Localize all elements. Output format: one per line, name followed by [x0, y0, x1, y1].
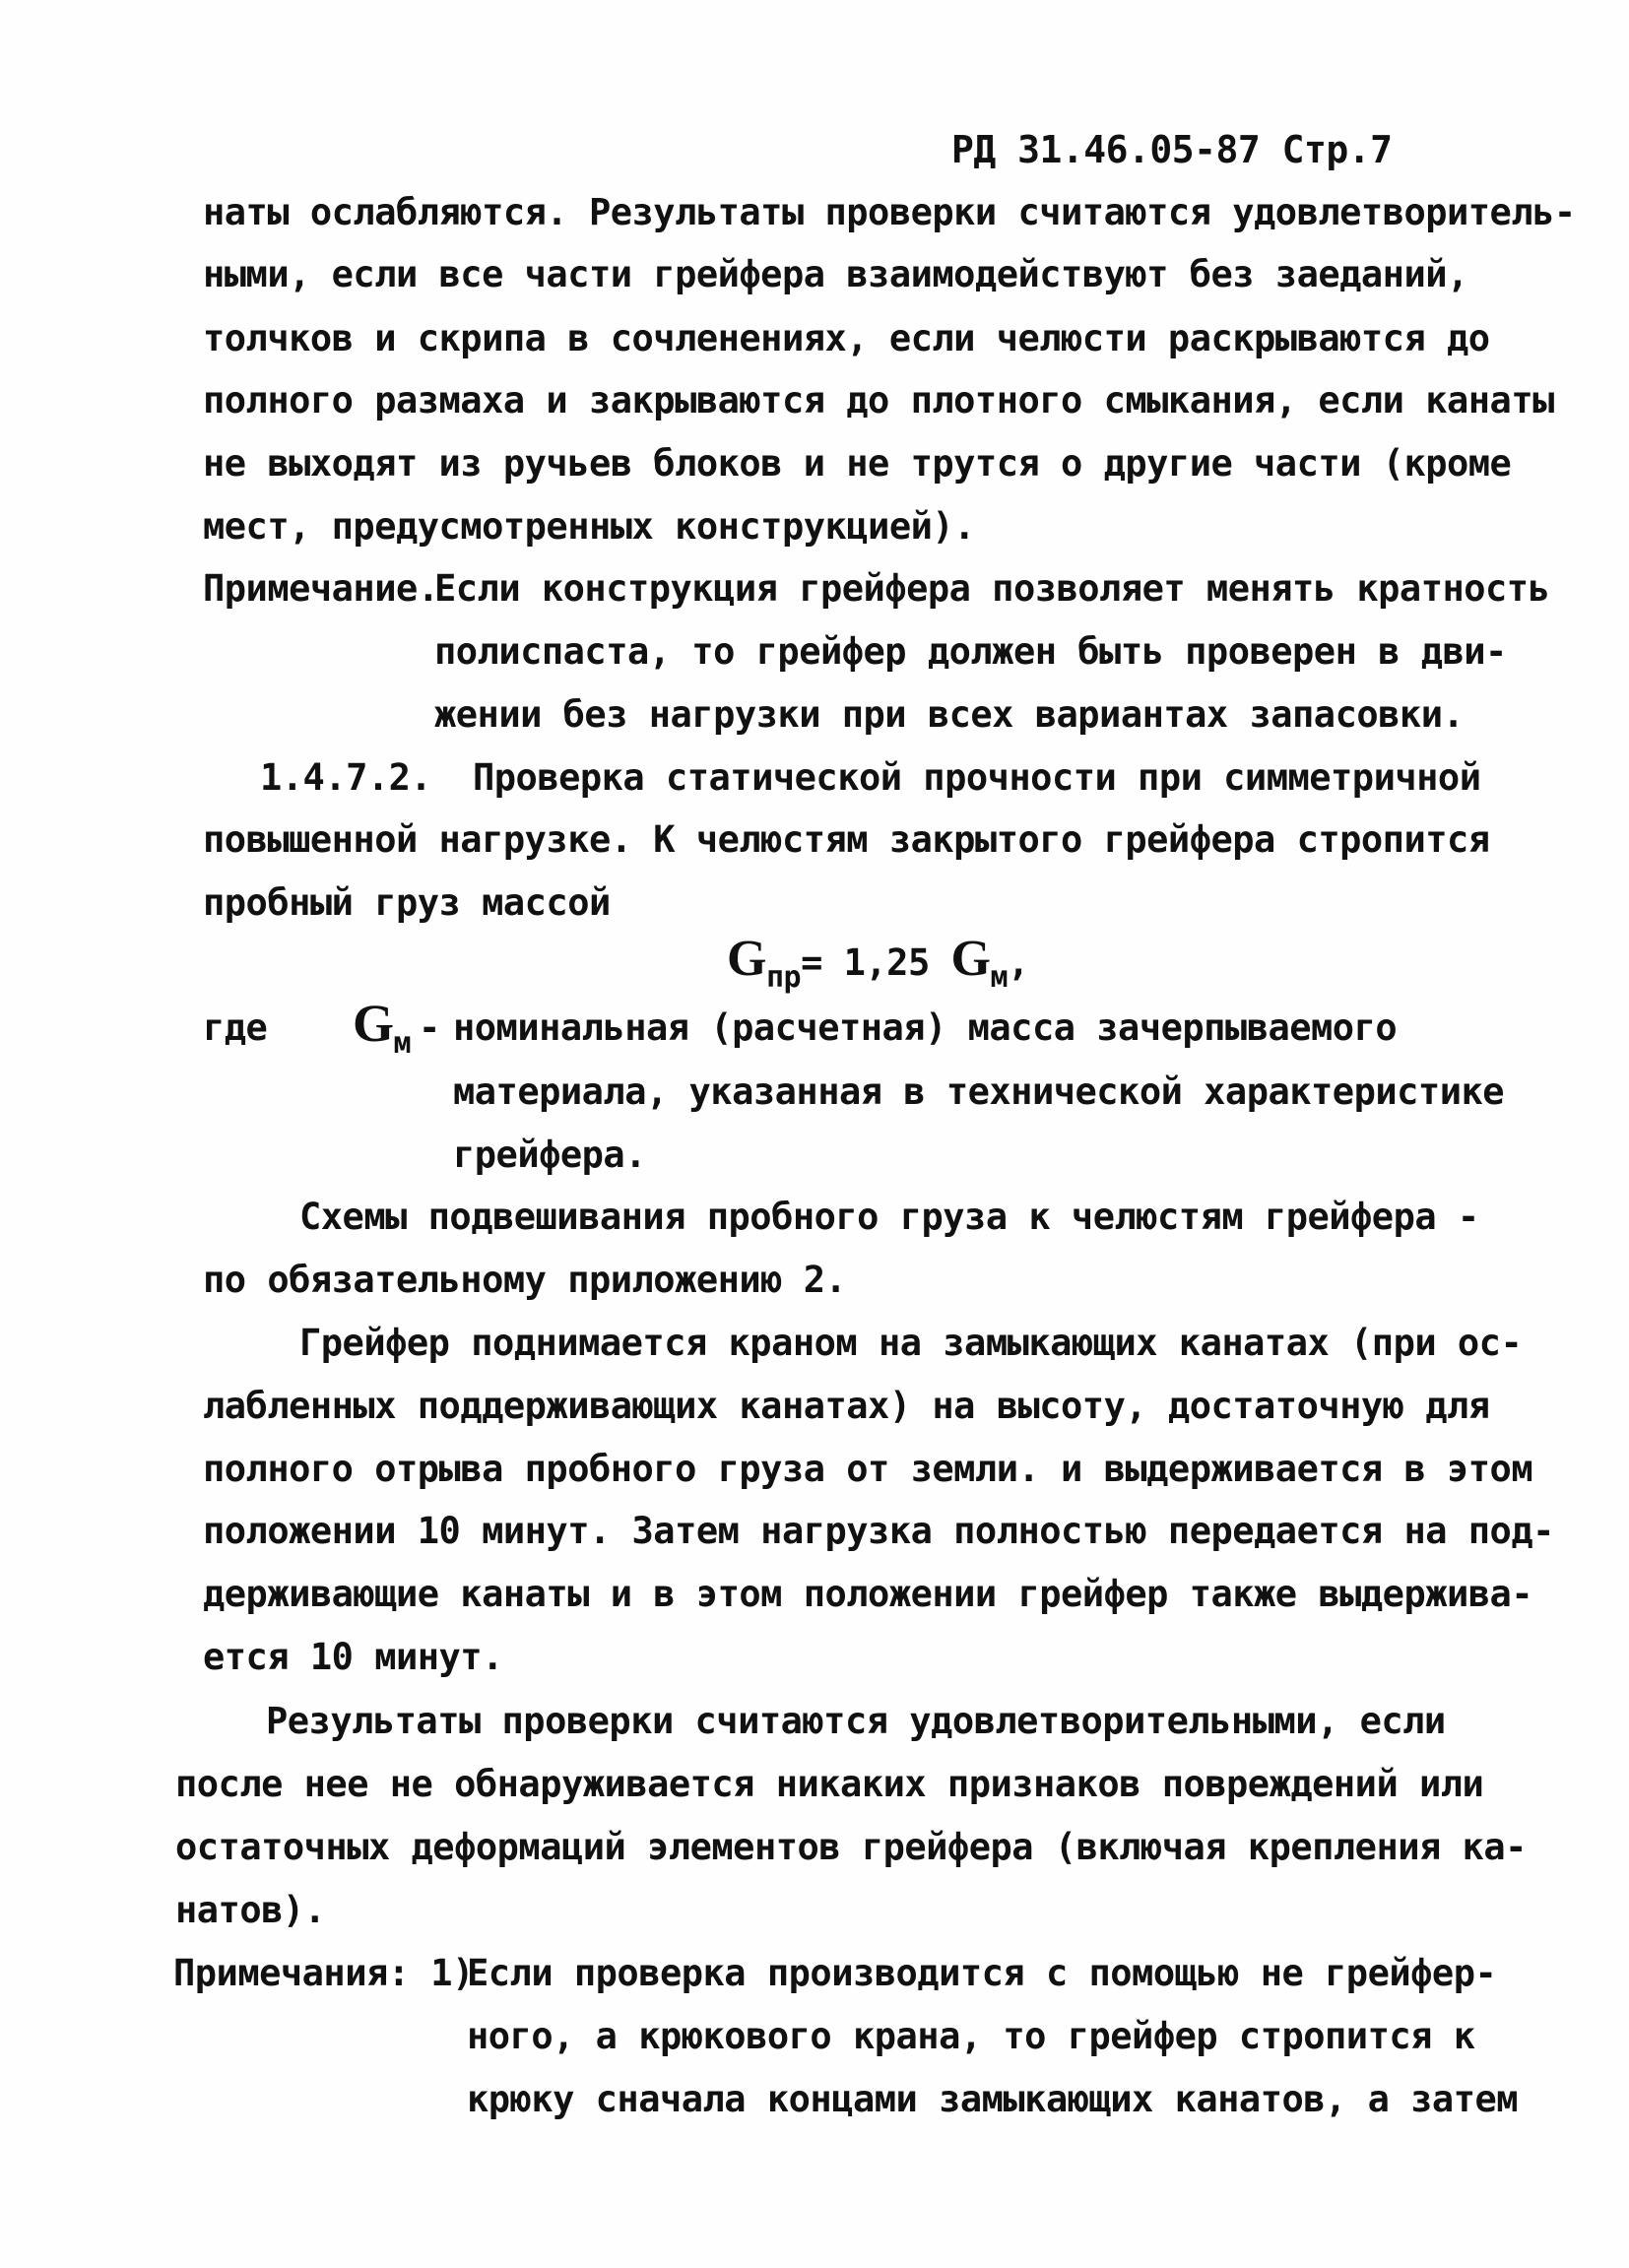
paragraph-1-line: полного размаха и закрываются до плотного смыкания, если канаты: [203, 379, 1554, 421]
notes-line: Если проверка производится с помощью не грейфер-: [467, 1952, 1497, 1994]
where-line: материала, указанная в технической характеристике: [453, 1070, 1505, 1113]
where-line: номинальная (расчетная) масса зачерпываемого: [453, 1006, 1398, 1049]
paragraph-1-line: наты ослабляются. Результаты проверки считаются удовлетворитель-: [203, 191, 1576, 233]
note-line: Если конструкция грейфера позволяет менять кратность: [434, 567, 1550, 610]
paragraph-4-line: натов).: [175, 1889, 326, 1931]
note-label: Примечание.: [203, 567, 439, 610]
formula-rhs-subscript: м: [990, 960, 1009, 995]
formula-end: ,: [1008, 941, 1029, 984]
paragraph-4-line: остаточных деформаций элементов грейфера (включая крепления ка-: [175, 1826, 1527, 1868]
paragraph-2-line: Схемы подвешивания пробного груза к челюстям грейфера -: [299, 1196, 1479, 1238]
paragraph-1-line: не выходят из ручьев блоков и не трутся о другие части (кроме: [203, 442, 1512, 485]
paragraph-1-line: толчков и скрипа в сочленениях, если челюсти раскрываются до: [203, 317, 1490, 359]
paragraph-3-line: ется 10 минут.: [203, 1636, 503, 1678]
formula-lhs-symbol: G: [727, 931, 766, 987]
notes-label: Примечания: 1): [173, 1952, 474, 1994]
paragraph-3-line: положении 10 минут. Затем нагрузка полностью передается на под-: [203, 1510, 1554, 1552]
where-word: где: [203, 1006, 268, 1049]
section-number: 1.4.7.2.: [260, 756, 432, 799]
where-line: грейфера.: [453, 1134, 646, 1176]
section-line: повышенной нагрузке. К челюстям закрытого грейфера стропится: [203, 818, 1490, 861]
paragraph-3-line: лабленных поддерживающих канатах) на высоту, достаточную для: [203, 1385, 1490, 1427]
paragraph-2-line: по обязательному приложению 2.: [203, 1259, 847, 1301]
section-line: пробный груз массой: [203, 881, 611, 924]
notes-line: ного, а крюкового крана, то грейфер стропится к: [467, 2015, 1475, 2057]
notes-line: крюку сначала концами замыкающих канатов, а затем: [467, 2078, 1519, 2120]
paragraph-3-line: Грейфер поднимается краном на замыкающих канатах (при ос-: [299, 1322, 1523, 1364]
note-line: жении без нагрузки при всех вариантах запасовки.: [434, 693, 1465, 736]
page-header: РД 31.46.05-87 Стр.7: [951, 128, 1393, 171]
note-line: полиспаста, то грейфер должен быть проверен в дви-: [434, 630, 1507, 673]
paragraph-4-line: после нее не обнаруживается никаких признаков повреждений или: [175, 1763, 1484, 1805]
where-symbol-subscript: м: [393, 1026, 412, 1061]
paragraph-4-line: Результаты проверки считаются удовлетворительными, если: [266, 1700, 1446, 1742]
where-symbol-letter: G: [353, 994, 394, 1053]
paragraph-1-line: мест, предусмотренных конструкцией).: [203, 505, 975, 548]
where-dash: -: [419, 1006, 440, 1049]
section-line: Проверка статической прочности при симметричной: [473, 756, 1481, 799]
paragraph-3-line: держивающие канаты и в этом положении грейфер также выдержива-: [203, 1573, 1533, 1615]
formula-lhs-subscript: пр: [765, 960, 802, 995]
paragraph-1-line: ными, если все части грейфера взаимодействуют без заеданий,: [203, 253, 1468, 295]
formula-rhs-symbol: G: [950, 931, 991, 987]
paragraph-3-line: полного отрыва пробного груза от земли. и выдерживается в этом: [203, 1448, 1533, 1490]
where-symbol: [353, 994, 412, 1061]
formula-rhs: = 1,25: [801, 941, 930, 984]
formula: [727, 931, 1029, 995]
